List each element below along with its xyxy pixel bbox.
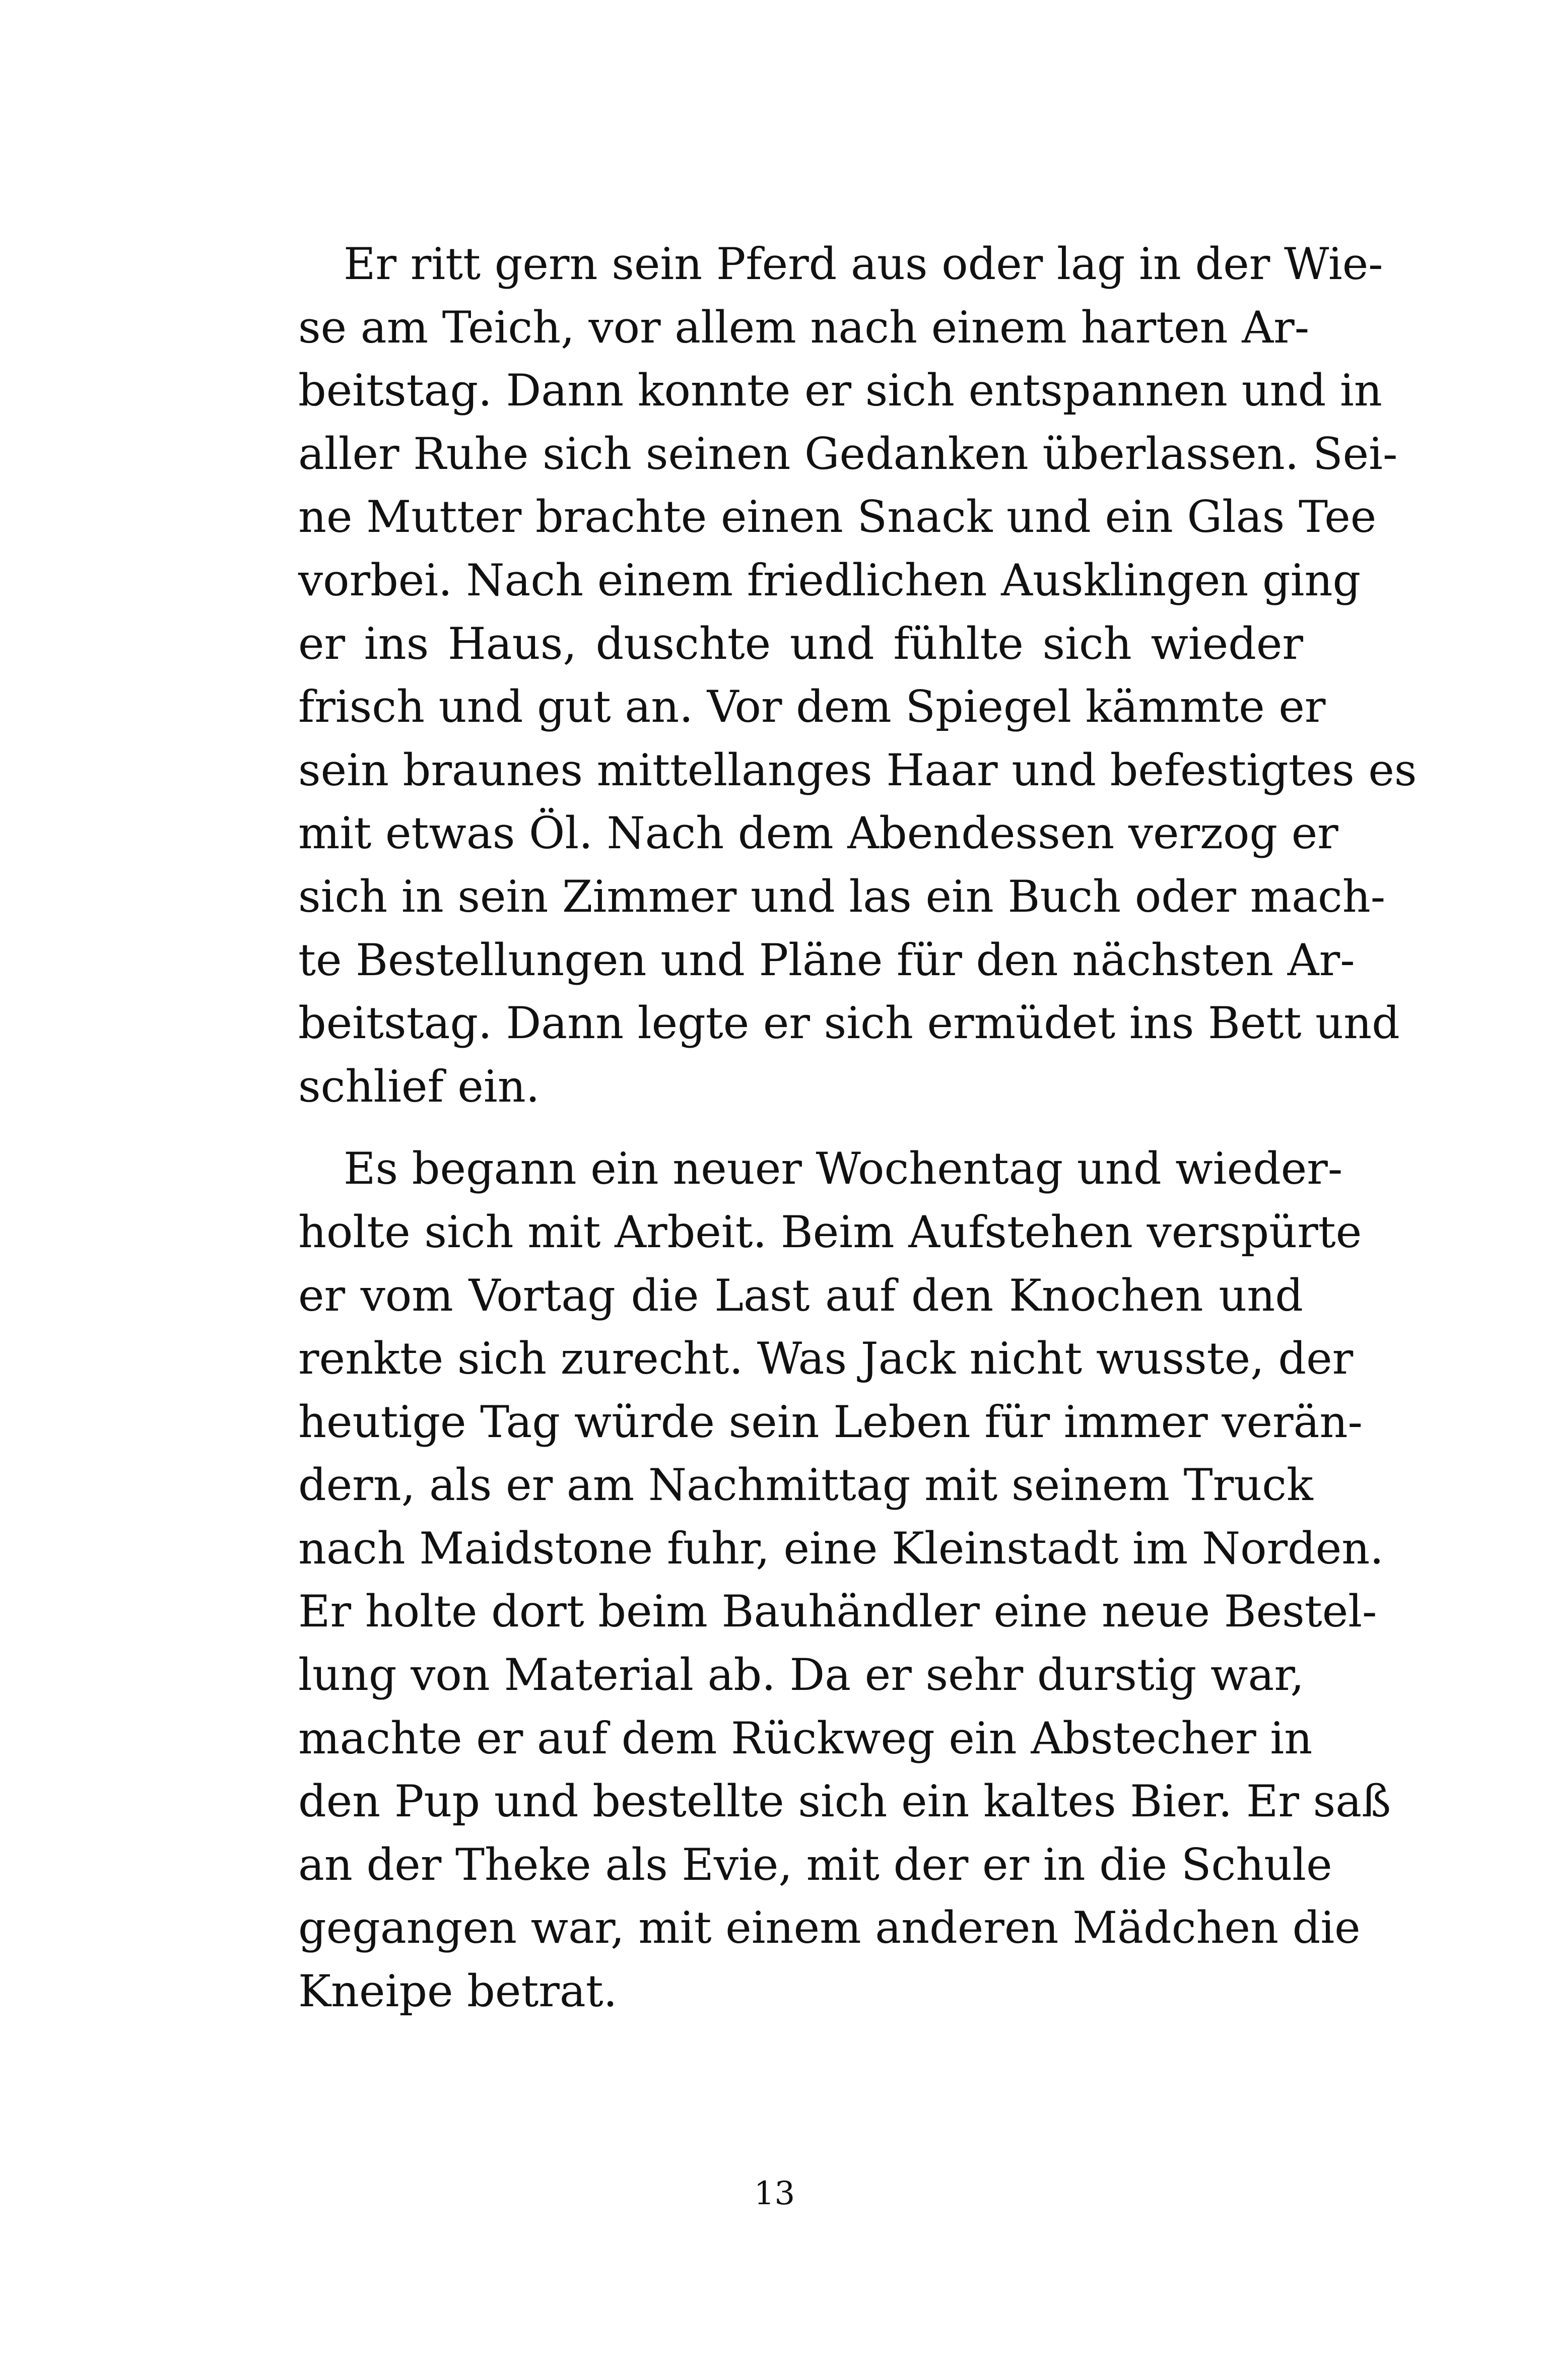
text-line: ne Mutter brachte einen Snack und ein Glas Tee — [298, 491, 1377, 543]
text-line: renkte sich zurecht. Was Jack nicht wusste, der — [298, 1333, 1354, 1385]
page-number: 13 — [754, 2175, 795, 2212]
text-line: Es begann ein neuer Wochentag und wieder- — [344, 1143, 1343, 1195]
text-line: dern, als er am Nachmittag mit seinem Truck — [298, 1459, 1313, 1511]
text-line: er ins Haus, duschte und fühlte sich wieder — [298, 618, 1303, 669]
body-text — [298, 233, 1417, 2023]
paragraph-2 — [298, 1137, 1391, 2023]
text-line: te Bestellungen und Pläne für den nächsten Ar- — [298, 934, 1355, 986]
text-line: gegangen war, mit einem anderen Mädchen die — [298, 1902, 1361, 1954]
text-line: heutige Tag würde sein Leben für immer verän- — [298, 1396, 1363, 1448]
text-line: an der Theke als Evie, mit der er in die Schule — [298, 1839, 1332, 1890]
text-line: machte er auf dem Rückweg ein Abstecher in — [298, 1712, 1313, 1764]
text-line: frisch und gut an. Vor dem Spiegel kämmte er — [298, 681, 1326, 733]
text-line: lung von Material ab. Da er sehr durstig war, — [298, 1649, 1305, 1701]
text-line: Er holte dort beim Bauhändler eine neue Bestel- — [298, 1586, 1377, 1638]
text-line: den Pup und bestellte sich ein kaltes Bier. Er saß — [298, 1776, 1391, 1827]
text-line: beitstag. Dann konnte er sich entspannen und in — [298, 365, 1382, 417]
text-line: schlief ein. — [298, 1060, 540, 1112]
text-line: Kneipe betrat. — [298, 1965, 618, 2017]
text-line: nach Maidstone fuhr, eine Kleinstadt im Norden. — [298, 1522, 1384, 1574]
text-line: holte sich mit Arbeit. Beim Aufstehen verspürte — [298, 1206, 1362, 1258]
text-line: beitstag. Dann legte er sich ermüdet ins Bett und — [298, 997, 1400, 1049]
text-line: er vom Vortag die Last auf den Knochen und — [298, 1269, 1303, 1321]
text-line: sein braunes mittellanges Haar und befestigtes es — [298, 744, 1417, 796]
paragraph-1 — [298, 233, 1417, 1118]
text-line: vorbei. Nach einem friedlichen Ausklingen ging — [298, 554, 1361, 606]
text-line: mit etwas Öl. Nach dem Abendessen verzog er — [298, 807, 1338, 859]
text-line: se am Teich, vor allem nach einem harten Ar- — [298, 301, 1310, 353]
text-line: aller Ruhe sich seinen Gedanken überlassen. Sei- — [298, 428, 1398, 480]
paragraph-spacer — [298, 1118, 1303, 1137]
text-line: sich in sein Zimmer und las ein Buch oder mach- — [298, 870, 1386, 922]
text-line: Er ritt gern sein Pferd aus oder lag in der Wie- — [344, 238, 1383, 290]
